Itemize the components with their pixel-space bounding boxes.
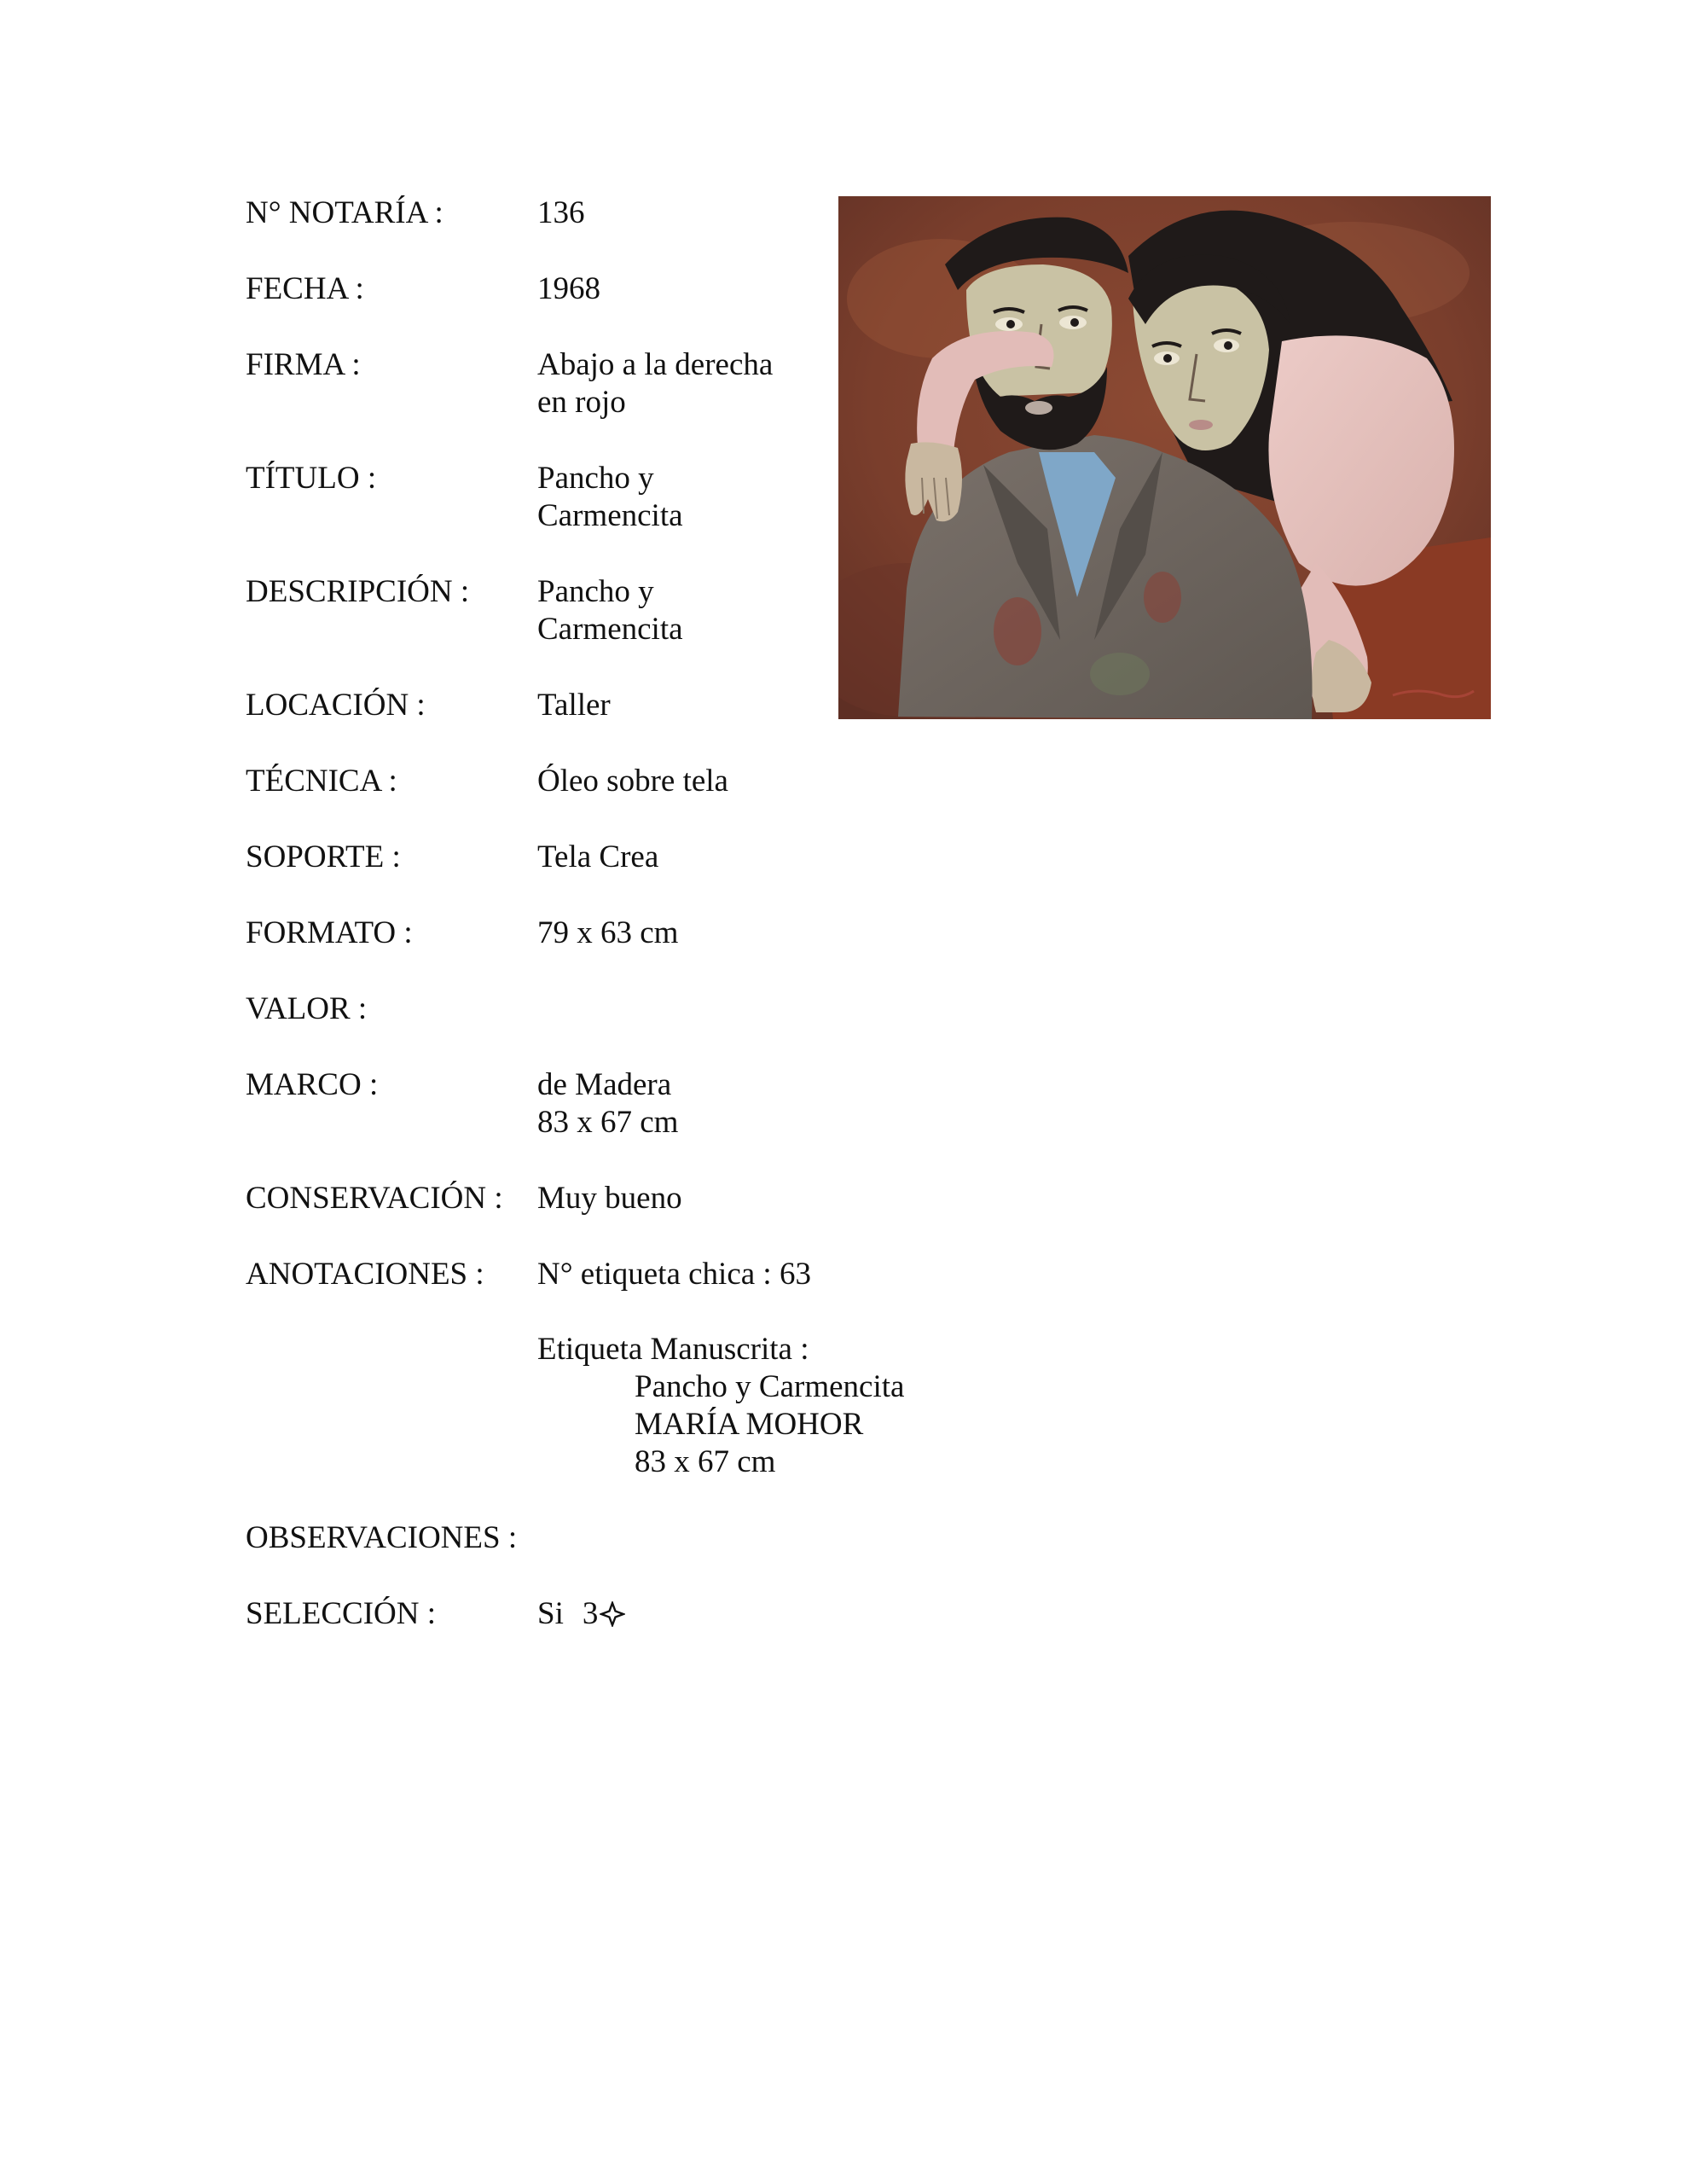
field-value [537, 1595, 1013, 1633]
field-label: N° NOTARÍA : [246, 195, 443, 230]
field-value [537, 1519, 1013, 1557]
value-line: Pancho y [537, 461, 654, 496]
field-seleccion [246, 1595, 1013, 1633]
field-label: DESCRIPCIÓN : [246, 574, 470, 609]
value-line: Abajo a la derecha [537, 347, 774, 382]
field-label: VALOR : [246, 991, 368, 1026]
field-value: 79 x 63 cm [537, 915, 679, 950]
field-value: 136 [537, 195, 585, 230]
value-line: en rojo [537, 385, 626, 420]
spacer [537, 1293, 1013, 1331]
manuscrita-line: MARÍA MOHOR [635, 1407, 864, 1442]
four-point-star-icon [600, 1601, 625, 1627]
field-value: Taller [537, 688, 611, 723]
value-line: 83 x 67 cm [537, 1105, 679, 1140]
field-valor [246, 990, 1013, 1028]
painting-image [838, 196, 1491, 719]
field-marco [246, 1066, 1013, 1141]
selection-answer: Si [537, 1596, 564, 1631]
selection-rating: 3 [582, 1596, 599, 1631]
field-value [537, 1256, 1013, 1481]
field-tecnica [246, 763, 1013, 800]
manuscrita-line: 83 x 67 cm [635, 1444, 776, 1479]
manuscrita-line: Pancho y Carmencita [635, 1369, 905, 1404]
painting-illustration [838, 196, 1491, 719]
field-conservacion [246, 1180, 1013, 1217]
field-anotaciones [246, 1256, 1013, 1481]
field-value [537, 1066, 1013, 1141]
field-value: Muy bueno [537, 1181, 682, 1216]
field-label: SELECCIÓN : [246, 1596, 437, 1631]
manuscrita-heading: Etiqueta Manuscrita : [537, 1332, 809, 1367]
field-soporte [246, 839, 1013, 876]
field-value: Tela Crea [537, 839, 659, 874]
value-line: de Madera [537, 1067, 672, 1102]
field-label: FORMATO : [246, 915, 413, 950]
etiqueta-chica: N° etiqueta chica : 63 [537, 1257, 811, 1292]
field-label: CONSERVACIÓN : [246, 1181, 503, 1216]
field-label: FIRMA : [246, 347, 361, 382]
field-label: SOPORTE : [246, 839, 401, 874]
value-line: Carmencita [537, 498, 683, 533]
field-observaciones [246, 1519, 1013, 1557]
field-label: TÍTULO : [246, 461, 377, 496]
field-label: TÉCNICA : [246, 764, 397, 799]
field-formato [246, 915, 1013, 952]
selection-value [537, 1595, 625, 1633]
value-line: Carmencita [537, 612, 683, 647]
field-value: 1968 [537, 271, 600, 306]
field-label: MARCO : [246, 1067, 379, 1102]
field-label: FECHA : [246, 271, 364, 306]
field-value: Óleo sobre tela [537, 764, 728, 799]
field-label: ANOTACIONES : [246, 1257, 484, 1292]
field-label: LOCACIÓN : [246, 688, 426, 723]
field-value [537, 990, 1013, 1028]
value-line: Pancho y [537, 574, 654, 609]
field-label: OBSERVACIONES : [246, 1520, 518, 1555]
